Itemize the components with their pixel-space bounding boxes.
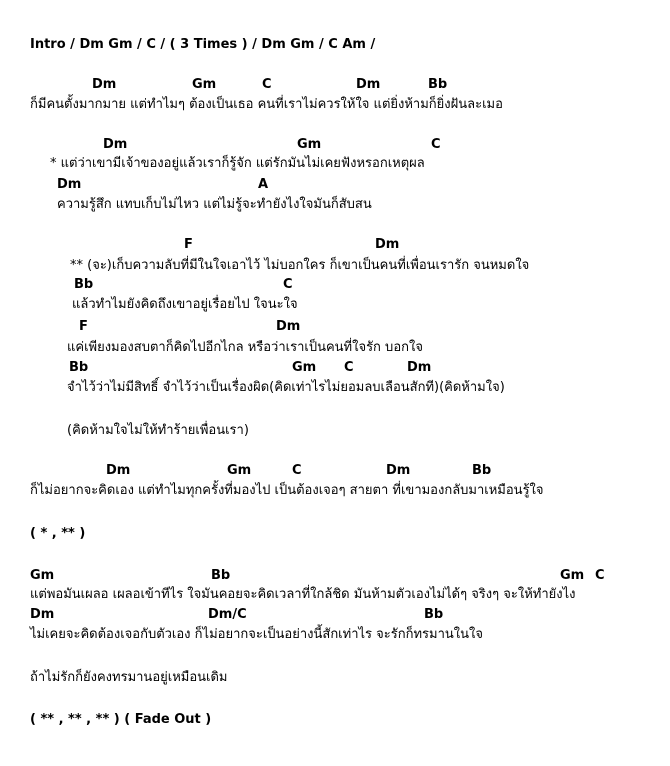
chord: Dm [57,177,82,192]
lyric-line: ** (จะ)เก็บความลับที่มีในใจเอาไว้ ไม่บอกใคร ก็เขาเป็นคนที่เพื่อนเรารัก จนหมดใจ [70,258,530,273]
chord: Bb [211,568,231,583]
intro-line: Intro / Dm Gm / C / ( 3 Times ) / Dm Gm / C Am / [30,37,376,52]
chord: Dm [375,237,400,252]
chord: Dm [407,360,432,375]
repeat-marker: ( * , ** ) [30,526,86,541]
spoken-line: (คิดห้ามใจไม่ให้ทำร้ายเพื่อนเรา) [67,423,249,438]
chord: Dm [30,607,55,622]
chord: Bb [74,277,94,292]
lyric-line: ก็ไม่อยากจะคิดเอง แต่ทำไมทุกครั้งที่มองไป เป็นต้องเจอๆ สายตา ที่เขามองกลับมาเหมือนรู้ใจ [30,483,544,498]
lyric-line: จำไว้ว่าไม่มีสิทธิ์ จำไว้ว่าเป็นเรื่องผิด(คิดเท่าไรไม่ยอมลบเลือนสักที)(คิดห้ามใจ) [67,380,505,395]
lyric-line: แค่เพียงมองสบตาก็คิดไปอีกไกล หรือว่าเราเป็นคนที่ใจรัก บอกใจ [67,340,423,355]
chord: Bb [424,607,444,622]
chord: Bb [428,77,448,92]
chord: Gm [297,137,322,152]
chord: Gm [227,463,252,478]
chord: Dm [356,77,381,92]
chord: Dm [106,463,131,478]
lyric-line: ความรู้สึก แทบเก็บไม่ไหว แต่ไม่รู้จะทำยังไงใจมันก็สับสน [57,197,372,212]
chord: Dm [276,319,301,334]
chord: C [262,77,272,92]
chord: Gm [292,360,317,375]
chord: Gm [30,568,55,583]
chord: Gm [560,568,585,583]
chord: A [258,177,269,192]
lyric-line: แล้วทำไมยังคิดถึงเขาอยู่เรื่อยไป ใจนะใจ [72,297,298,312]
chord: Bb [69,360,89,375]
chord: C [431,137,441,152]
chord: Dm [386,463,411,478]
chord: C [595,568,605,583]
chord: Dm/C [208,607,247,622]
chord: C [344,360,354,375]
chord: F [79,319,88,334]
chord: Dm [103,137,128,152]
lyric-line: ถ้าไม่รักก็ยังคงทรมานอยู่เหมือนเดิม [30,670,228,685]
chord: Dm [92,77,117,92]
chord: Bb [472,463,492,478]
outro-line: ( ** , ** , ** ) ( Fade Out ) [30,712,212,727]
lyric-line: * แต่ว่าเขามีเจ้าของอยู่แล้วเราก็รู้จัก แต่รักมันไม่เคยฟังหรอกเหตุผล [50,156,425,171]
chord: F [184,237,193,252]
lyric-line: แต่พอมันเผลอ เผลอเข้าทีไร ใจมันคอยจะคิดเวลาที่ใกล้ชิด มันห้ามตัวเองไม่ได้ๆ จริงๆ จะให้ทำยังไง [30,587,576,602]
lyric-line: ก็มีคนตั้งมากมาย แต่ทำไมๆ ต้องเป็นเธอ คนที่เราไม่ควรให้ใจ แต่ยิ่งห้ามก็ยิ่งฝันละเมอ [30,97,503,112]
chord: C [283,277,293,292]
chord: C [292,463,302,478]
chord: Gm [192,77,217,92]
lyric-line: ไม่เคยจะคิดต้องเจอกับตัวเอง ก็ไม่อยากจะเป็นอย่างนี้สักเท่าไร จะรักก็ทรมานในใจ [30,627,483,642]
